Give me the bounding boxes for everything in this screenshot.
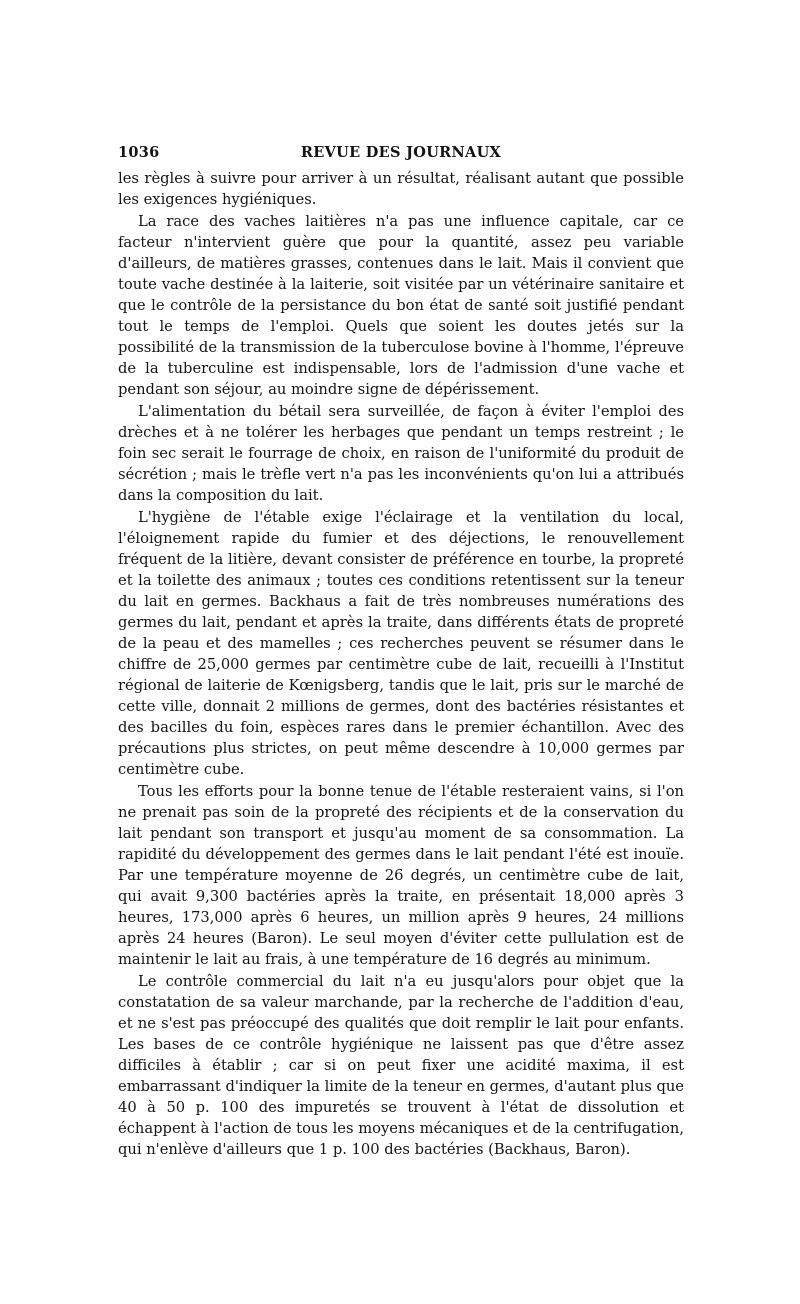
document-page (118, 144, 684, 1160)
journal-title: REVUE DES JOURNAUX (300, 144, 502, 161)
paragraph-hygiene-etable: L'hygiène de l'étable exige l'éclairage et la ventilation du local, l'éloignement rapide du fumier et des déjections, le renouvellement fréquent de la litière, devant consister de préférence en tourbe, la propreté et la toilette des animaux ; toutes ces conditions retentissent sur la teneur du lait en germes. Backhaus a fait de très nombreuses numérations des germes du lait, pendant et après la traite, dans différents états de propreté de la peau et des mamelles ; ces recherches peuvent se résumer dans le chiffre de 25,000 germes par centimètre cube de lait, recueilli à l'Institut régional de laiterie de Kœnigsberg, tandis que le lait, pris sur le marché de cette ville, donnait 2 millions de germes, dont des bactéries résistantes et des bacilles du foin, espèces rares dans le premier échantillon. Avec des précautions plus strictes, on peut même descendre à 10,000 germes par centimètre cube. (118, 508, 684, 779)
running-header (118, 144, 684, 166)
body-text (118, 168, 684, 1160)
paragraph-controle-commercial: Le contrôle commercial du lait n'a eu jusqu'alors pour objet que la constatation de sa valeur marchande, par la recherche de l'addition d'eau, et ne s'est pas préoccupé des qualités que doit remplir le lait pour enfants. Les bases de ce contrôle hygiénique ne laissent pas que d'être assez difficiles à établir ; car si on peut fixer une acidité maxima, il est embarrassant d'indiquer la limite de la teneur en germes, d'autant plus que 40 à 50 p. 100 des impuretés se trouvent à l'état de dissolution et échappent à l'action de tous les moyens mécaniques et de la centrifugation, qui n'enlève d'ailleurs que 1 p. 100 des bactéries (Backhaus, Baron). (118, 972, 684, 1159)
paragraph-race-des-vaches: La race des vaches laitières n'a pas une influence capitale, car ce facteur n'intervient guère que pour la quantité, assez peu variable d'ailleurs, de matières grasses, contenues dans le lait. Mais il convient que toute vache destinée à la laiterie, soit visitée par un vétérinaire sanitaire et que le contrôle de la persistance du bon état de santé soit justifié pendant tout le temps de l'emploi. Quels que soient les doutes jetés sur la possibilité de la transmission de la tuberculose bovine à l'homme, l'épreuve de la tuberculine est indispensable, lors de l'admission d'une vache et pendant son séjour, au moindre signe de dépérissement. (118, 212, 684, 399)
page-number: 1036 (118, 144, 160, 161)
paragraph-conservation-lait: Tous les efforts pour la bonne tenue de l'étable resteraient vains, si l'on ne prenait pas soin de la propreté des récipients et de la conservation du lait pendant son transport et jusqu'au moment de sa consommation. La rapidité du développement des germes dans le lait pendant l'été est inouïe. Par une température moyenne de 26 degrés, un centimètre cube de lait, qui avait 9,300 bactéries après la traite, en présentait 18,000 après 3 heures, 173,000 après 6 heures, un million après 9 heures, 24 millions après 24 heures (Baron). Le seul moyen d'éviter cette pullulation est de maintenir le lait au frais, à une température de 16 degrés au minimum. (118, 782, 684, 969)
paragraph-alimentation: L'alimentation du bétail sera surveillée, de façon à éviter l'emploi des drèches et à ne tolérer les herbages que pendant un temps restreint ; le foin sec serait le fourrage de choix, en raison de l'uniformité du produit de sécrétion ; mais le trèfle vert n'a pas les inconvénients qu'on lui a attribués dans la composition du lait. (118, 402, 684, 504)
paragraph-continuation: les règles à suivre pour arriver à un résultat, réalisant autant que possible les exigences hygiéniques. (118, 170, 684, 209)
